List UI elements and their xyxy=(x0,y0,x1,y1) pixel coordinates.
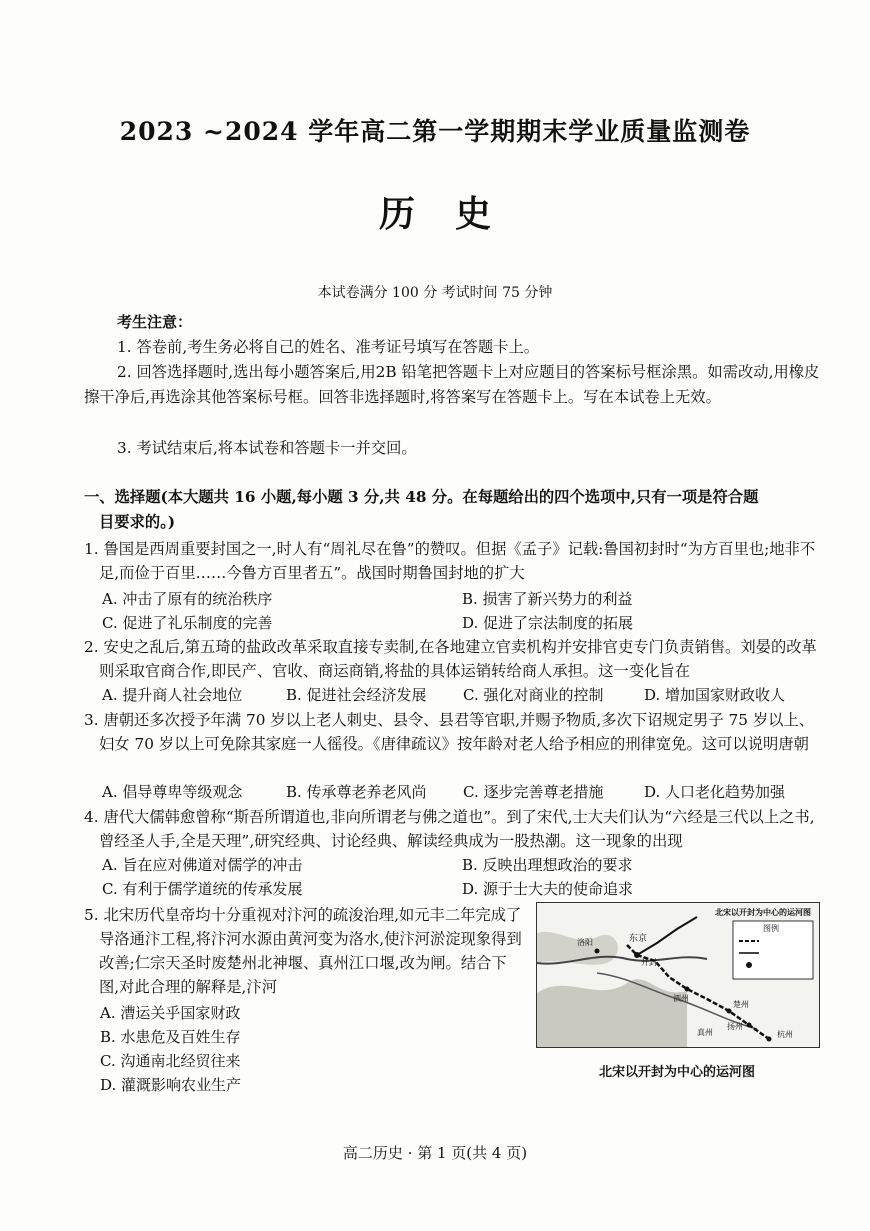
city-dot-luoyang xyxy=(595,949,600,954)
question-1 xyxy=(84,537,826,585)
map-legend-label: 图例 xyxy=(763,924,779,933)
map-inner-title: 北宋以开封为中心的运河图 xyxy=(715,908,811,917)
question-5 xyxy=(84,903,524,999)
map-label-kaifeng: 开封 xyxy=(641,958,657,967)
q2-option-c: C. 强化对商业的控制 xyxy=(463,686,604,704)
q5-option-b: B. 水患危及百姓生存 xyxy=(100,1028,241,1046)
city-dot-yangzhou xyxy=(747,1023,752,1028)
question-2-stem: 2. 安史之乱后,第五琦的盐政改革采取直接专卖制,在各地建立官卖机构并安排官吏专门负责销售。刘晏的改革则采取官商合作,即民产、官收、商运商销,将盐的具体运销转给商人承担。这一变化旨在 xyxy=(84,638,817,680)
q3-option-a: A. 倡导尊卑等级观念 xyxy=(102,783,243,801)
q3-option-d: D. 人口老化趋势加强 xyxy=(644,783,786,801)
q1-option-a: A. 冲击了原有的统治秩序 xyxy=(102,590,273,608)
question-3 xyxy=(84,708,826,756)
notice-item-1: 1. 答卷前,考生务必将自己的姓名、准考证号填写在答题卡上。 xyxy=(117,338,540,356)
exam-meta: 本试卷满分 100 分 考试时间 75 分钟 xyxy=(317,285,553,301)
question-4 xyxy=(84,805,826,853)
section-heading-line2: 目要求的。) xyxy=(99,513,176,531)
map-label-chuzhou: 楚州 xyxy=(733,1000,749,1009)
q3-option-c: C. 逐步完善尊老措施 xyxy=(463,783,604,801)
q5-option-a: A. 漕运关乎国家财政 xyxy=(100,1004,241,1022)
question-2 xyxy=(84,635,826,683)
legend-city-dot xyxy=(746,962,752,968)
q1-option-c: C. 促进了礼乐制度的完善 xyxy=(102,614,273,632)
question-1-stem: 1. 鲁国是西周重要封国之一,时人有“周礼尽在鲁”的赞叹。但据《孟子》记载:鲁国初封时“为方百里也;地非不足,而俭于百里……今鲁方百里者五”。战国时期鲁国封地的扩大 xyxy=(84,540,816,582)
terrain-south xyxy=(537,979,687,1047)
question-4-stem: 4. 唐代大儒韩愈曾称“斯吾所谓道也,非向所谓老与佛之道也”。到了宋代,士大夫们认为“六经是三代以上之书,曾经圣人手,全是天理”,研究经典、讨论经典、解读经典成为一股热潮。这一现象的出现 xyxy=(84,808,815,850)
q2-option-b: B. 促进社会经济发展 xyxy=(286,686,427,704)
map-label-dongjing: 东京 xyxy=(629,934,648,944)
city-dot-hangzhou xyxy=(767,1037,772,1042)
map-label-sizhou: 泗州 xyxy=(673,994,689,1003)
q5-option-d: D. 灌溉影响农业生产 xyxy=(100,1076,242,1094)
q2-option-a: A. 提升商人社会地位 xyxy=(102,686,243,704)
subject-title: 历史 xyxy=(378,193,531,235)
q5-option-c: C. 沟通南北经贸往来 xyxy=(100,1052,241,1070)
page-footer: 高二历史 · 第 1 页(共 4 页) xyxy=(342,1144,528,1162)
city-dot-chuzhou xyxy=(727,1009,732,1014)
notice-item-2: 2. 回答选择题时,选出每小题答案后,用2B 铅笔把答题卡上对应题目的答案标号框涂黑。如需改动,用橡皮擦干净后,再选涂其他答案标号框。回答非选择题时,将答案写在答题卡上。写在本试卷上无效。 xyxy=(84,363,820,406)
map-label-luoyang: 洛阳 xyxy=(577,938,593,947)
map-label-hangzhou: 杭州 xyxy=(777,1030,793,1039)
notice-heading: 考生注意： xyxy=(117,313,193,331)
section-heading-line1: 一、选择题(本大题共 16 小题,每小题 3 分,共 48 分。在每题给出的四个选项中,只有一项是符合题 xyxy=(84,488,759,506)
q4-option-c: C. 有利于儒学道统的传承发展 xyxy=(102,880,303,898)
q2-option-d: D. 增加国家财政收人 xyxy=(644,686,786,704)
map-label-yangzhou: 扬州 xyxy=(727,1022,743,1031)
notice-item-3: 3. 考试结束后,将本试卷和答题卡一并交回。 xyxy=(117,439,417,457)
city-dot-kaifeng xyxy=(634,952,640,958)
map-caption: 北宋以开封为中心的运河图 xyxy=(598,1065,755,1080)
city-dot-sizhou xyxy=(685,987,690,992)
q4-option-b: B. 反映出理想政治的要求 xyxy=(462,856,633,874)
q4-option-a: A. 旨在应对佛道对儒学的冲击 xyxy=(102,856,303,874)
q1-option-b: B. 损害了新兴势力的利益 xyxy=(462,590,633,608)
map-label-zhenzhou: 真州 xyxy=(697,1028,713,1037)
exam-title: 2023 ~2024 学年高二第一学期期末学业质量监测卷 xyxy=(119,117,751,146)
q1-option-d: D. 促进了宗法制度的拓展 xyxy=(462,614,634,632)
q4-option-d: D. 源于士大夫的使命追求 xyxy=(462,880,634,898)
q3-option-b: B. 传承尊老养老风尚 xyxy=(286,783,427,801)
question-5-stem: 5. 北宋历代皇帝均十分重视对汴河的疏浚治理,如元丰二年完成了导洛通汴工程,将汴河水源由黄河变为洛水,使汴河淤淀现象得到改善;仁宗天圣时废楚州北神堰、真州江口堰,改为闸。结合下图,对此合理的解释是,汴河 xyxy=(84,906,522,996)
canal-map xyxy=(536,902,820,1048)
section-heading xyxy=(84,485,824,535)
question-3-stem: 3. 唐朝还多次授予年满 70 岁以上老人刺史、县令、县君等官职,并赐予物质,多次下诏规定男子 75 岁以上、妇女 70 岁以上可免除其家庭一人徭役。《唐律疏议》按年龄对老人给予相应的刑律宽免。这可以说明唐朝 xyxy=(84,711,815,753)
